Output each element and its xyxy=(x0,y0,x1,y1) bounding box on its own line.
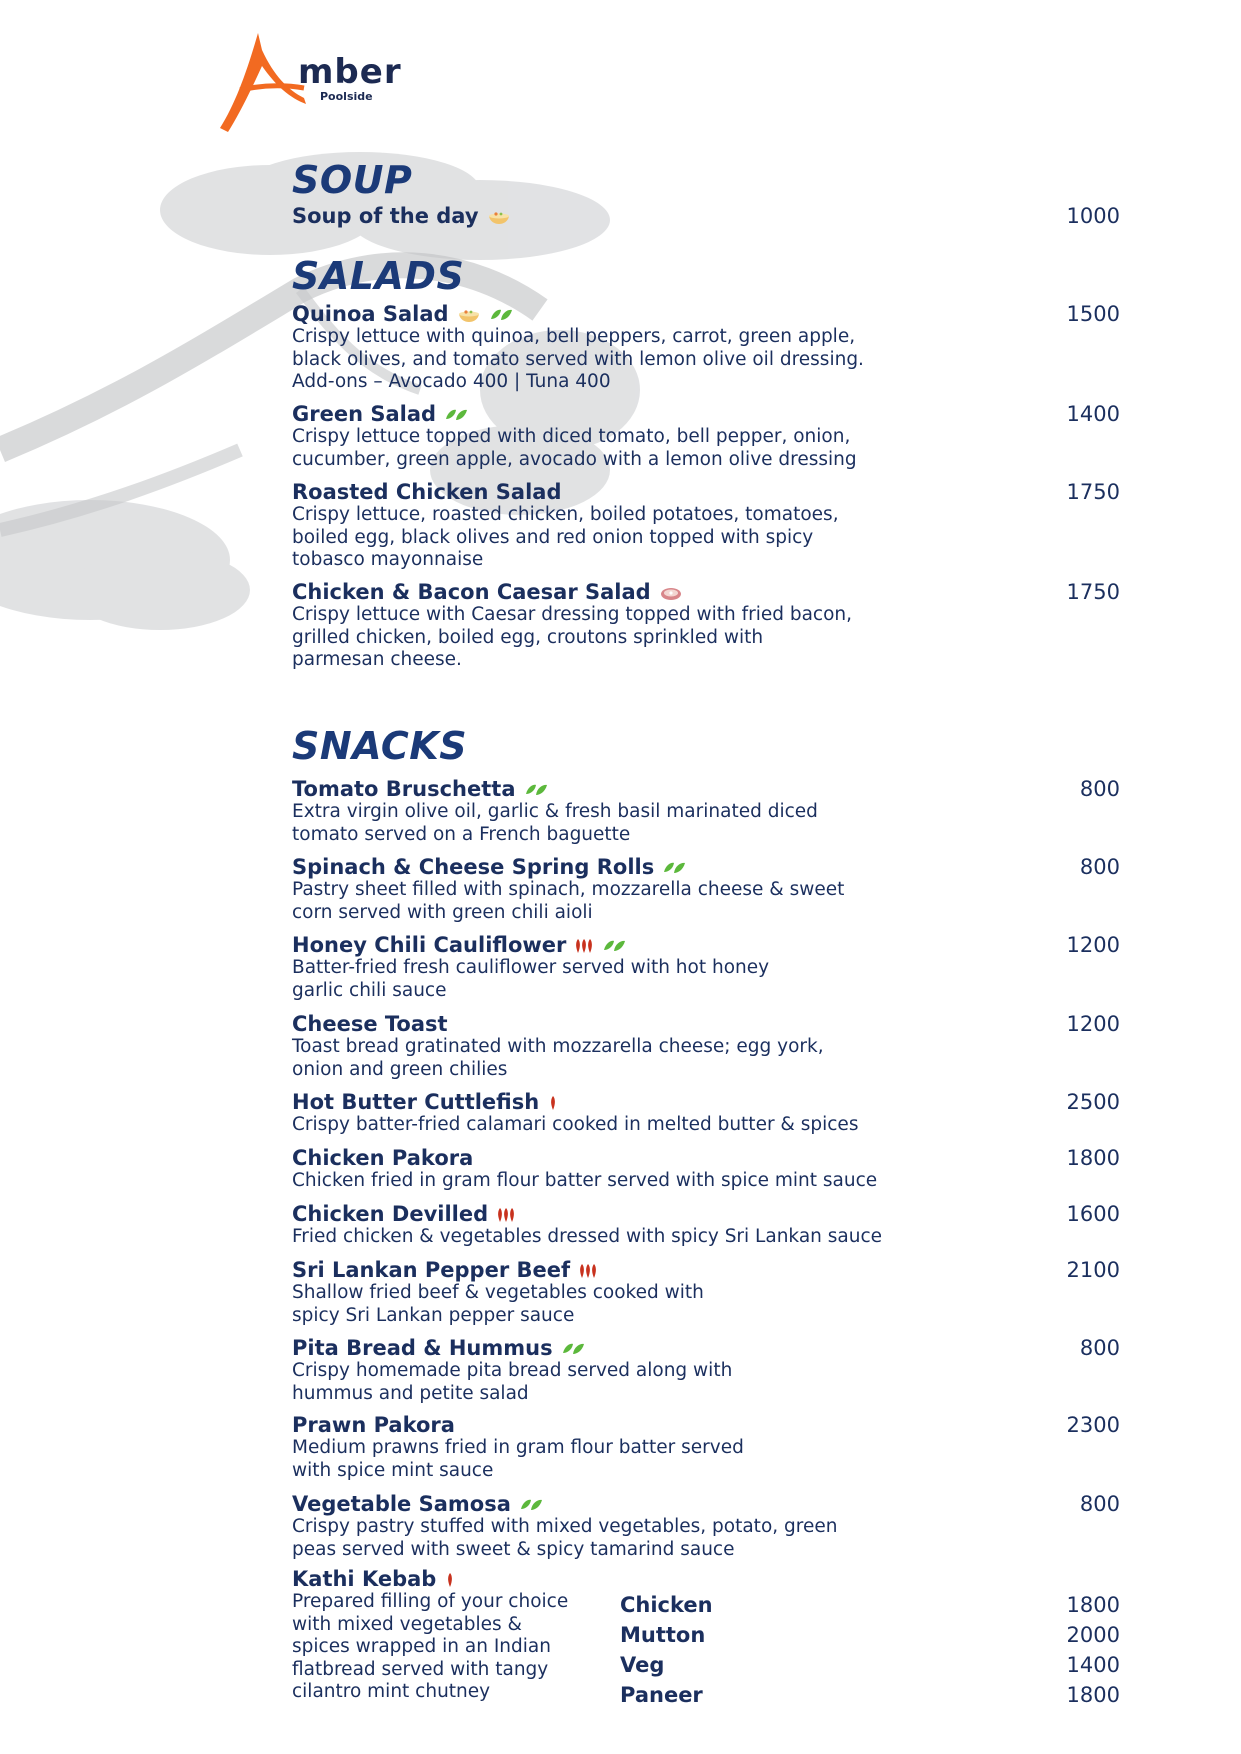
item-description xyxy=(292,1282,902,1327)
description-line: spicy Sri Lankan pepper sauce xyxy=(292,1304,575,1326)
description-line: Crispy lettuce with Caesar dressing topped with fried bacon, xyxy=(292,604,853,625)
item-name xyxy=(292,933,1120,957)
description-line: grilled chicken, boiled egg, croutons sprinkled with xyxy=(292,626,764,648)
menu-item-chicken-bacon-caesar-salad xyxy=(292,580,1120,672)
item-price: 1750 xyxy=(1066,480,1120,504)
item-name xyxy=(292,1090,1120,1114)
item-name xyxy=(292,777,1120,801)
menu-item-kathi-kebab xyxy=(292,1567,1120,1704)
menu-item-tomato-bruschetta xyxy=(292,777,1120,846)
menu-item-green-salad xyxy=(292,402,1120,471)
description-line: parmesan cheese. xyxy=(292,649,462,670)
item-name-text: Chicken Pakora xyxy=(292,1146,474,1170)
logo-brand: mber xyxy=(298,52,402,92)
item-name-text: Chicken & Bacon Caesar Salad xyxy=(292,580,651,604)
item-name xyxy=(292,302,1120,326)
description-line: Pastry sheet filled with spinach, mozzarella cheese & sweet xyxy=(292,879,845,900)
item-name xyxy=(292,1567,1120,1591)
item-price: 1200 xyxy=(1066,933,1120,957)
kathi-option-chicken: Chicken xyxy=(620,1593,713,1617)
description-line: garlic chili sauce xyxy=(292,979,447,1001)
chili-icon xyxy=(578,1263,598,1279)
pork-icon xyxy=(659,585,683,601)
description-line: Crispy lettuce topped with diced tomato, bell pepper, onion, xyxy=(292,426,851,447)
item-price: 1200 xyxy=(1066,1012,1120,1036)
menu-item-chicken-devilled xyxy=(292,1202,1120,1249)
item-price: 800 xyxy=(1079,1336,1120,1360)
description-line: Chicken fried in gram flour batter served with spice mint sauce xyxy=(292,1170,878,1191)
item-description xyxy=(292,1170,902,1193)
menu-item-sri-lankan-pepper-beef xyxy=(292,1258,1120,1327)
description-line: Add-ons – Avocado 400 | Tuna 400 xyxy=(292,371,611,392)
section-soup: SOUP xyxy=(292,158,413,202)
menu-item-quinoa-salad xyxy=(292,302,1120,394)
chili-icon xyxy=(496,1207,516,1223)
item-price: 1400 xyxy=(1066,402,1120,426)
menu-item-roasted-chicken-salad xyxy=(292,480,1120,572)
description-line: Batter-fried fresh cauliflower served with hot honey xyxy=(292,957,770,978)
menu-item-pita-bread-hummus xyxy=(292,1336,1120,1405)
item-description xyxy=(292,1591,582,1704)
kathi-option-price: 1400 xyxy=(1066,1653,1120,1677)
description-line: boiled egg, black olives and red onion topped with spicy xyxy=(292,526,814,548)
item-name xyxy=(292,1258,1120,1282)
menu-item-vegetable-samosa xyxy=(292,1492,1120,1561)
section-salads: SALADS xyxy=(292,254,465,298)
leaf-icon xyxy=(524,782,548,798)
item-name xyxy=(292,1202,1120,1226)
description-line: Crispy lettuce with quinoa, bell peppers, carrot, green apple, xyxy=(292,326,856,347)
description-line: flatbread served with tangy xyxy=(292,1658,549,1680)
item-description xyxy=(292,326,902,394)
description-line: with spice mint sauce xyxy=(292,1459,494,1481)
leaf-icon xyxy=(444,407,468,423)
item-name xyxy=(292,855,1120,879)
item-name xyxy=(292,1413,1120,1437)
item-description xyxy=(292,1437,902,1482)
leaf-icon xyxy=(561,1341,585,1357)
description-line: Crispy batter-fried calamari cooked in melted butter & spices xyxy=(292,1114,859,1135)
item-description xyxy=(292,801,902,846)
item-description xyxy=(292,604,902,672)
item-name xyxy=(292,1012,1120,1036)
item-name xyxy=(292,580,1120,604)
description-line: Prepared filling of your choice xyxy=(292,1591,569,1612)
description-line: with mixed vegetables & xyxy=(292,1613,522,1635)
item-price: 1500 xyxy=(1066,302,1120,326)
item-price: 1750 xyxy=(1066,580,1120,604)
description-line: cucumber, green apple, avocado with a lemon olive dressing xyxy=(292,448,857,470)
item-description xyxy=(292,879,902,924)
item-price: 2300 xyxy=(1066,1413,1120,1437)
description-line: Crispy homemade pita bread served along with xyxy=(292,1360,733,1381)
item-name xyxy=(292,480,1120,504)
bowl-icon xyxy=(457,307,481,323)
chili-icon xyxy=(574,938,594,954)
description-line: Extra virgin olive oil, garlic & fresh basil marinated diced xyxy=(292,801,818,822)
description-line: tobasco mayonnaise xyxy=(292,549,484,570)
item-name xyxy=(292,204,1120,228)
item-name xyxy=(292,1336,1120,1360)
item-name-text: Prawn Pakora xyxy=(292,1413,455,1437)
description-line: peas served with sweet & spicy tamarind sauce xyxy=(292,1538,735,1560)
item-price: 2100 xyxy=(1066,1258,1120,1282)
kathi-option-paneer: Paneer xyxy=(620,1683,703,1707)
item-description xyxy=(292,1360,902,1405)
menu-item-spinach-cheese-spring-rolls xyxy=(292,855,1120,924)
item-price: 2500 xyxy=(1066,1090,1120,1114)
kathi-option-price: 1800 xyxy=(1066,1593,1120,1617)
item-name-text: Quinoa Salad xyxy=(292,302,449,326)
item-name xyxy=(292,1492,1120,1516)
item-price: 1600 xyxy=(1066,1202,1120,1226)
item-name-text: Tomato Bruschetta xyxy=(292,777,516,801)
description-line: tomato served on a French baguette xyxy=(292,823,631,845)
item-name-text: Pita Bread & Hummus xyxy=(292,1336,553,1360)
item-name-text: Hot Butter Cuttlefish xyxy=(292,1090,540,1114)
kathi-option-mutton: Mutton xyxy=(620,1623,706,1647)
item-description xyxy=(292,1516,902,1561)
item-name-text: Honey Chili Cauliflower xyxy=(292,933,567,957)
chili-icon xyxy=(444,1572,456,1588)
description-line: Medium prawns fried in gram flour batter served xyxy=(292,1437,744,1458)
leaf-icon xyxy=(602,938,626,954)
item-description xyxy=(292,957,902,1002)
item-name-text: Spinach & Cheese Spring Rolls xyxy=(292,855,655,879)
description-line: Toast bread gratinated with mozzarella cheese; egg york, xyxy=(292,1036,824,1057)
item-name xyxy=(292,1146,1120,1170)
menu-item-cheese-toast xyxy=(292,1012,1120,1081)
menu-item-prawn-pakora xyxy=(292,1413,1120,1482)
item-description xyxy=(292,1226,902,1249)
item-price: 800 xyxy=(1079,855,1120,879)
item-name xyxy=(292,402,1120,426)
item-name-text: Vegetable Samosa xyxy=(292,1492,511,1516)
description-line: Crispy lettuce, roasted chicken, boiled potatoes, tomatoes, xyxy=(292,504,839,525)
description-line: Shallow fried beef & vegetables cooked with xyxy=(292,1282,704,1303)
leaf-icon xyxy=(519,1497,543,1513)
bowl-icon xyxy=(487,209,511,225)
item-price: 1000 xyxy=(1066,204,1120,228)
chili-icon xyxy=(547,1095,559,1111)
kathi-option-veg: Veg xyxy=(620,1653,665,1677)
description-line: corn served with green chili aioli xyxy=(292,901,593,923)
item-price: 800 xyxy=(1079,1492,1120,1516)
item-description xyxy=(292,1036,902,1081)
logo-a-mark xyxy=(218,28,308,138)
item-price: 800 xyxy=(1079,777,1120,801)
item-name-text: Green Salad xyxy=(292,402,437,426)
description-line: Fried chicken & vegetables dressed with spicy Sri Lankan sauce xyxy=(292,1226,883,1247)
section-snacks: SNACKS xyxy=(292,724,468,768)
kathi-option-price: 2000 xyxy=(1066,1623,1120,1647)
menu-item-hot-butter-cuttlefish xyxy=(292,1090,1120,1137)
leaf-icon xyxy=(662,860,686,876)
description-line: spices wrapped in an Indian xyxy=(292,1636,551,1657)
menu-item-chicken-pakora xyxy=(292,1146,1120,1193)
item-name-text: Chicken Devilled xyxy=(292,1202,489,1226)
description-line: cilantro mint chutney xyxy=(292,1681,491,1702)
menu-item-honey-chili-cauliflower xyxy=(292,933,1120,1002)
description-line: hummus and petite salad xyxy=(292,1382,529,1404)
description-line: onion and green chilies xyxy=(292,1058,508,1080)
item-name-text: Soup of the day xyxy=(292,204,479,228)
item-name-text: Kathi Kebab xyxy=(292,1567,437,1591)
amber-logo xyxy=(218,28,402,148)
item-name-text: Sri Lankan Pepper Beef xyxy=(292,1258,571,1282)
item-description xyxy=(292,426,902,471)
menu-item-soup-of-the-day xyxy=(292,204,1120,228)
description-line: black olives, and tomato served with lemon olive oil dressing. xyxy=(292,348,864,370)
kathi-option-price: 1800 xyxy=(1066,1683,1120,1707)
leaf-icon xyxy=(489,307,513,323)
item-description xyxy=(292,1114,902,1137)
item-name-text: Roasted Chicken Salad xyxy=(292,480,562,504)
logo-sub: Poolside xyxy=(320,90,373,103)
description-line: Crispy pastry stuffed with mixed vegetables, potato, green xyxy=(292,1516,838,1537)
item-name-text: Cheese Toast xyxy=(292,1012,448,1036)
item-price: 1800 xyxy=(1066,1146,1120,1170)
item-description xyxy=(292,504,902,572)
